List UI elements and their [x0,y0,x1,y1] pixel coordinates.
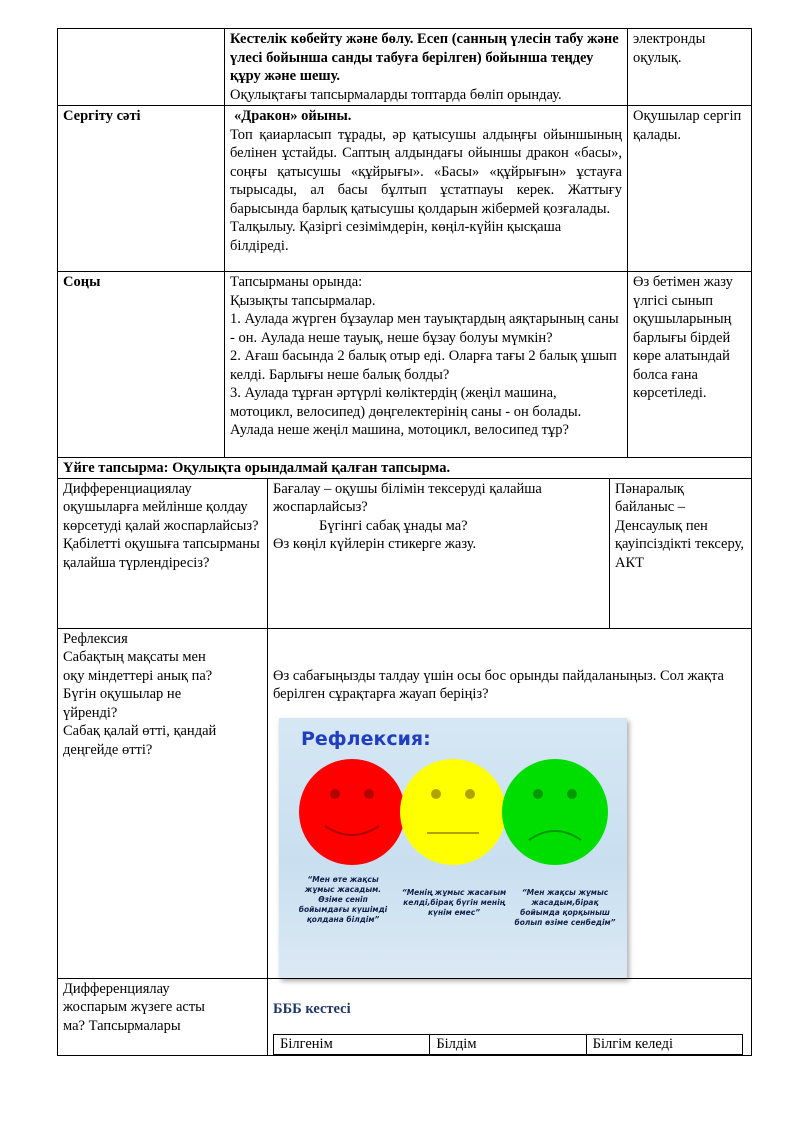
section-label-sony: Соңы [58,272,225,458]
caption-green: “Мен жақсы жұмыс жасадым,бірақ бойымда қорқыныш болып өзіме сенбедім” [514,887,616,927]
sad-face-icon [502,759,608,865]
assessment-text: Өз көңіл күйлерін стикерге жазу. [273,536,477,552]
task-text: Оқулықтағы тапсырмаларды топтарда бөліп орындау. [230,86,562,103]
reflection-instruction: Өз сабағыңызды талдау үшін осы бос орынды пайдаланыңыз. Сол жақта берілген сұрақтарға жауап беріңіз? [273,667,724,702]
kwl-col-know: Білгенім [274,1035,430,1055]
game-description: Топ қаиарласып тұрады, әр қатысушы алдыңғы ойыншының белінен ұстайды. Саптың алдындағы ойыншы дракон «басы», соңғы қатысушы «құйрығы». «Басы» «құйрығын» ұстауға тырысады, ал басы бұлтып ұстатпауы керек. Жаттығу барысында барлық қатысушы қолдарын жібермей қозғалады. [230,126,622,217]
discussion-text: Талқылыу. Қазіргі сезімімдерін, көңіл-күйін қысқаша білдіреді. [230,219,562,254]
assessment-question: Бағалау – оқушы білімін тексеруді қалайша жоспарлайсыз? [273,480,542,515]
game-title: «Дракон» ойыны. [234,108,352,124]
reflection-label: Рефлексия [63,630,128,647]
table-row [274,1035,743,1055]
caption-yellow: “Менің жұмыс жасағым келді,бірақ бүгін менің күнім емес” [401,887,507,917]
lesson-plan [57,28,751,1056]
table-row [58,478,752,628]
reflection-image-title: Рефлексия: [301,727,431,750]
table-row [58,29,752,106]
lesson-table-main [57,28,752,479]
task-line: 3. Аулада тұрған әртүрлі көліктердің (жеңіл машина, мотоцикл, велосипед) дөңгелектерінің саны - он болады. Аулада неше жеңіл машина, мотоцикл, велосипед тұр? [230,385,582,438]
empty-cell [58,29,225,106]
homework-text: Үйге тапсырма: Оқулықта орындалмай қалған тапсырма. [58,458,752,479]
table-row [58,106,752,272]
caption-red: “Мен өте жақсы жұмыс жасадым. Өзіме сеніп бойымдағы күшімді қолдана білдім” [298,874,388,924]
kwl-table [273,1034,743,1055]
kwl-heading: БББ кестесі [273,1000,351,1017]
neutral-face-icon [400,759,506,865]
kwl-col-want: Білгім келеді [586,1035,742,1055]
table-row [58,978,752,1055]
table-row [58,458,752,479]
differentiation-plan-question: Дифференциялау жоспарым жүзеге асты ма? Тапсырмалары [58,978,268,1055]
reflection-image [279,718,627,978]
table-row [58,628,752,978]
lesson-table-reflection [57,628,752,1056]
table-row [58,272,752,458]
cross-curricular-text: Пәнаралық байланыс – Денсаулық пен қауіпсіздікті тексеру, АКТ [610,478,752,628]
reflection-question: Сабақтың мақсаты мен оқу міндеттері анық па? [63,649,213,684]
reflection-question: Сабақ қалай өтті, қандай деңгейде өтті? [63,723,217,758]
reflection-question: Бүгін оқушылар не үйренді? [63,686,182,721]
task-line: 1. Аулада жүрген бұзаулар мен тауықтардың аяқтарының саны - он. Аулада неше тауық, неше бұзау болуы мүмкін? [230,311,619,346]
lesson-table-diff [57,478,752,629]
task-line: Қызықты тапсырмалар. [230,292,376,309]
task-line: 2. Ағаш басында 2 балық отыр еді. Оларға тағы 2 балық ұшып келді. Барлығы неше балық болды? [230,348,617,383]
differentiation-question: Дифференциациялау оқушыларға мейлінше қолдау көрсетуді қалай жоспарлайсыз? Қабілетті оқушыға тапсырманы қалайша түрлендіресіз? [58,478,268,628]
resource-text: электронды оқулық. [628,29,752,106]
task-line: Тапсырманы орында: [230,274,363,290]
happy-face-icon [299,759,405,865]
resource-text: Өз бетімен жазу үлгісі сынып оқушыларының барлығы бірдей көре алатындай болса ғана көрсетіледі. [628,272,752,458]
smiley-faces [279,718,627,978]
topic-text: Кестелік көбейту және бөлу. Есеп (санның үлесін табу және үлесі бойынша санды табуға берілген) бойынша теңдеу құру және шешу. [230,31,619,84]
resource-text: Оқушылар сергіп қалады. [628,106,752,272]
section-label-sergitu: Сергіту сәті [58,106,225,272]
assessment-question-2: Бүгінгі сабақ ұнады ма? [319,517,468,534]
kwl-col-learned: Білдім [430,1035,586,1055]
